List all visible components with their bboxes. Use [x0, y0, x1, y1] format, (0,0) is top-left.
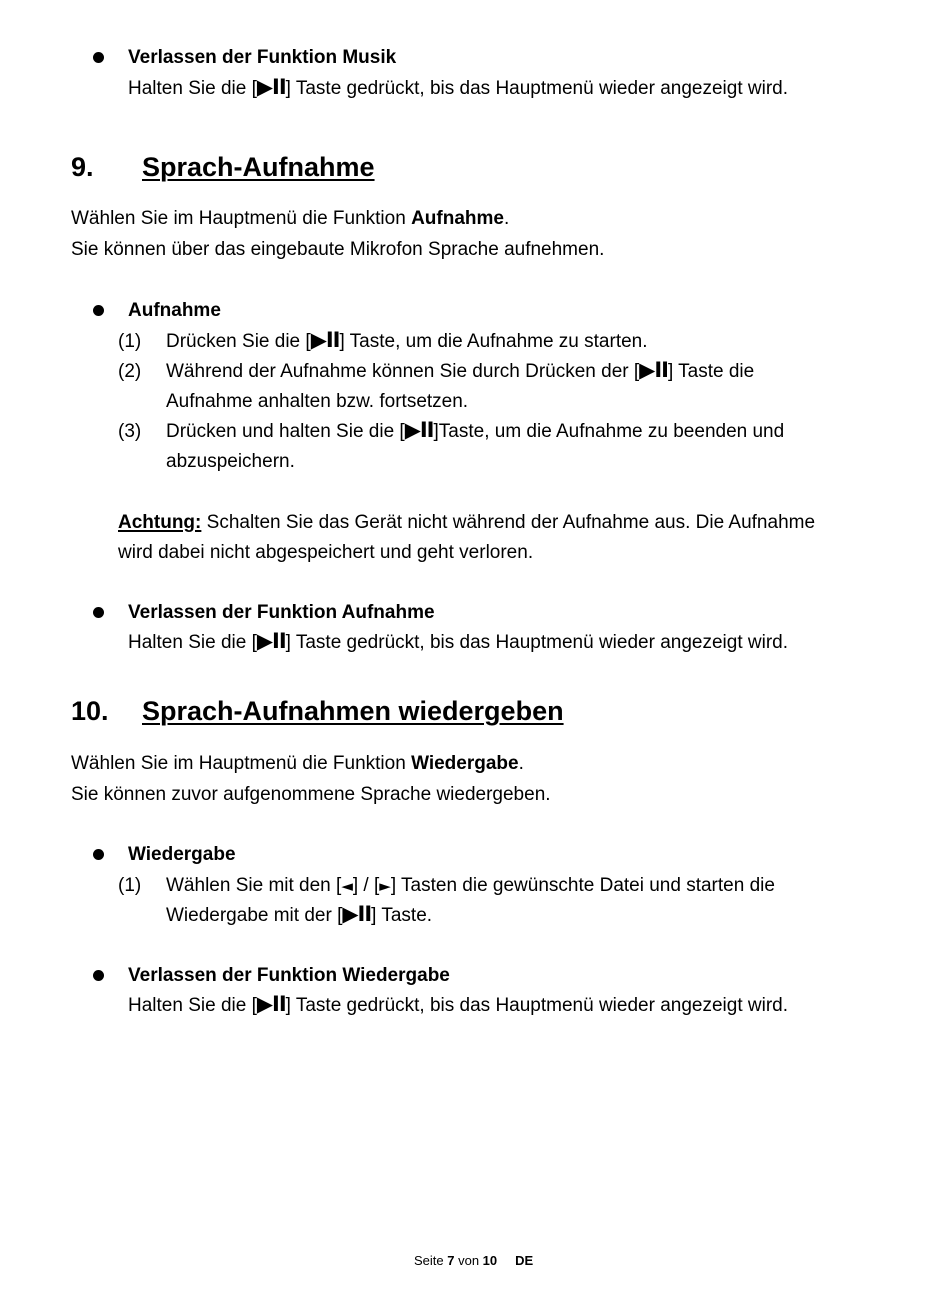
list-number: (3) — [118, 421, 142, 442]
bullet-heading-exit-playback: Verlassen der Funktion Wiedergabe — [128, 965, 450, 986]
language-code: DE — [515, 1253, 534, 1268]
list-item-text: Drücken und halten Sie die [▶II]Taste, um die Aufnahme zu beenden und — [166, 418, 785, 442]
page-footer: Seite 7 von 10 DE — [414, 1253, 534, 1268]
section-heading-10 — [71, 695, 564, 727]
exit-music-text: Halten Sie die [▶II] Taste gedrückt, bis das Hauptmenü wieder angezeigt wird. — [128, 75, 789, 99]
play-pause-icon: ▶II — [256, 629, 286, 653]
list-number: (2) — [118, 361, 142, 382]
left-arrow-icon: ◄ — [341, 877, 353, 895]
page-number: 7 — [447, 1253, 455, 1268]
bullet-dot — [93, 305, 104, 316]
bullet-dot — [93, 52, 104, 63]
list-item-text: Während der Aufnahme können Sie durch Drücken der [▶II] Taste die — [166, 358, 755, 382]
section-title: Sprach-Aufnahmen wiedergeben — [142, 696, 564, 726]
section-title: Sprach-Aufnahme — [142, 152, 375, 182]
bullet-dot — [93, 849, 104, 860]
play-pause-icon: ▶II — [404, 418, 434, 442]
section-heading-9 — [71, 151, 375, 183]
warning-note-line2: wird dabei nicht abgespeichert und geht verloren. — [118, 542, 534, 563]
section10-intro-line1: Wählen Sie im Hauptmenü die Funktion Wiedergabe. — [71, 753, 524, 774]
play-pause-icon: ▶II — [639, 358, 668, 382]
list-item-text-line2: Aufnahme anhalten bzw. fortsetzen. — [166, 391, 469, 412]
bullet-dot — [93, 607, 104, 618]
page-total: 10 — [482, 1253, 498, 1268]
bullet-heading-exit-recording: Verlassen der Funktion Aufnahme — [128, 602, 435, 623]
play-pause-icon: ▶II — [310, 328, 340, 352]
exit-recording-text: Halten Sie die [▶II] Taste gedrückt, bis das Hauptmenü wieder angezeigt wird. — [128, 629, 789, 653]
list-item-text-line2: Wiedergabe mit der [▶II] Taste. — [166, 902, 433, 926]
list-item-text: Drücken Sie die [▶II] Taste, um die Aufnahme zu starten. — [166, 328, 648, 352]
play-pause-icon: ▶II — [256, 75, 286, 99]
play-pause-icon: ▶II — [342, 902, 372, 926]
warning-note-line1: Achtung: Schalten Sie das Gerät nicht während der Aufnahme aus. Die Aufnahme — [118, 512, 816, 533]
exit-playback-text: Halten Sie die [▶II] Taste gedrückt, bis das Hauptmenü wieder angezeigt wird. — [128, 992, 789, 1016]
section9-intro-line2: Sie können über das eingebaute Mikrofon Sprache aufnehmen. — [71, 239, 605, 260]
section10-intro-line2: Sie können zuvor aufgenommene Sprache wiedergeben. — [71, 784, 551, 805]
bullet-heading-exit-music: Verlassen der Funktion Musik — [128, 47, 397, 68]
bullet-dot — [93, 970, 104, 981]
section-number: 10. — [71, 696, 109, 726]
section-number: 9. — [71, 152, 94, 182]
section9-intro-line1: Wählen Sie im Hauptmenü die Funktion Aufnahme. — [71, 208, 510, 229]
play-pause-icon: ▶II — [256, 992, 286, 1016]
list-item-text-line2: abzuspeichern. — [166, 451, 295, 472]
list-item-text: Wählen Sie mit den [◄] / [►] Tasten die gewünschte Datei und starten die — [166, 875, 775, 896]
right-arrow-icon: ► — [379, 877, 391, 895]
bullet-heading-playback: Wiedergabe — [128, 844, 236, 865]
list-number: (1) — [118, 875, 142, 896]
warning-label: Achtung: — [118, 512, 202, 533]
bullet-heading-recording: Aufnahme — [128, 300, 221, 321]
list-number: (1) — [118, 331, 142, 352]
